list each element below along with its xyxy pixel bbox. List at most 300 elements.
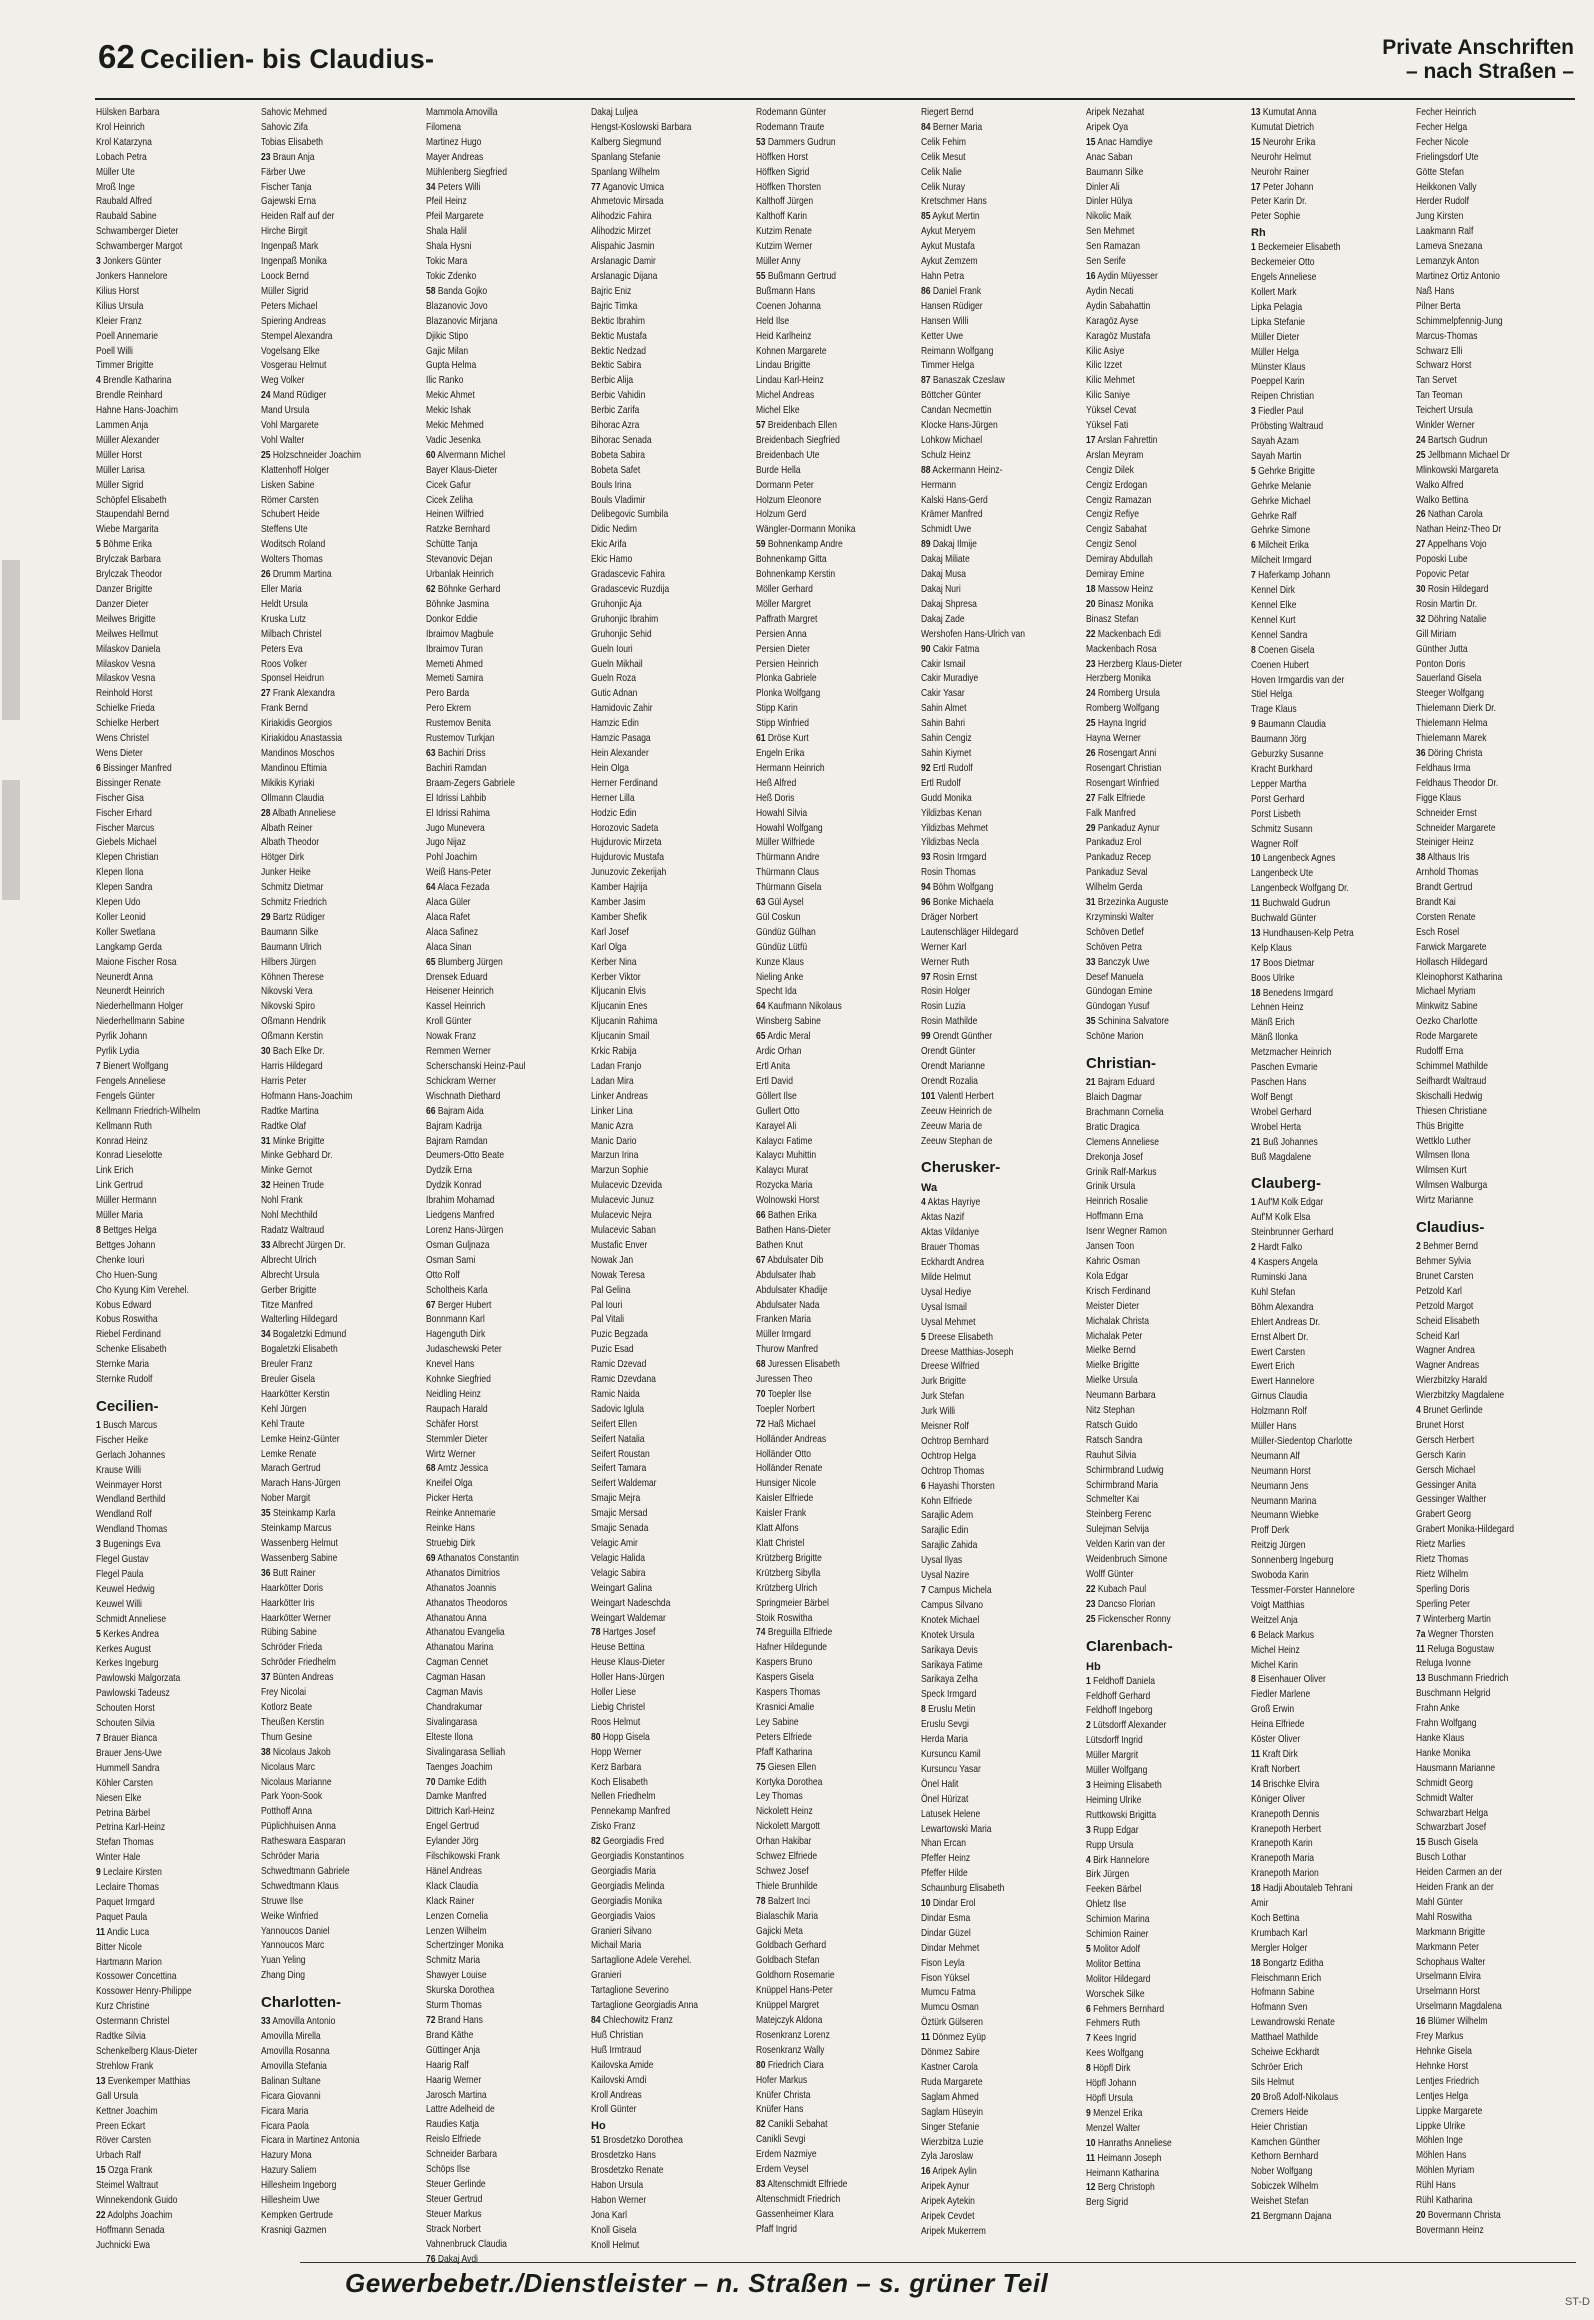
directory-entry xyxy=(261,583,423,598)
directory-entry xyxy=(261,732,423,747)
directory-entry xyxy=(756,1135,918,1150)
directory-entry xyxy=(261,494,423,509)
directory-entry xyxy=(1416,2075,1578,2090)
directory-entry xyxy=(591,1179,753,1194)
directory-entry xyxy=(756,1582,918,1597)
resident-name: Tobias Elisabeth xyxy=(261,136,324,148)
house-number: 4 xyxy=(1251,1257,1256,1269)
directory-entry xyxy=(1416,359,1578,374)
directory-entry xyxy=(591,1865,753,1880)
resident-name: Milcheit Erika xyxy=(1258,540,1309,552)
directory-entry xyxy=(1416,1315,1578,1330)
directory-entry xyxy=(591,1835,753,1850)
directory-entry xyxy=(1416,2105,1578,2120)
directory-entry xyxy=(921,985,1083,1000)
directory-entry xyxy=(921,1346,1083,1361)
resident-name: Bayer Klaus-Dieter xyxy=(426,464,498,476)
directory-entry xyxy=(591,1120,753,1135)
directory-entry xyxy=(96,1866,258,1881)
resident-name: Knüfer Hans xyxy=(756,2104,804,2116)
directory-entry xyxy=(96,687,258,702)
directory-entry xyxy=(1416,643,1578,658)
resident-name: Lattre Adelheid de xyxy=(426,2104,495,2116)
resident-name: Steuer Gerlinde xyxy=(426,2178,486,2190)
directory-entry xyxy=(1416,658,1578,673)
resident-name: Anac Saban xyxy=(1086,151,1133,163)
directory-entry xyxy=(1086,971,1248,986)
resident-name: Kunze Klaus xyxy=(756,956,804,968)
directory-entry xyxy=(1251,1196,1413,1211)
directory-entry xyxy=(756,1313,918,1328)
directory-entry xyxy=(96,2030,258,2045)
directory-entry xyxy=(921,419,1083,434)
resident-name: Berbic Alija xyxy=(591,375,634,387)
directory-entry xyxy=(756,807,918,822)
directory-entry xyxy=(591,1000,753,1015)
resident-name: Haarkötter Kerstin xyxy=(261,1388,330,1400)
directory-entry xyxy=(96,1762,258,1777)
directory-entry xyxy=(1251,435,1413,450)
resident-name: Hopp Gisela xyxy=(602,1731,650,1743)
house-number: 23 xyxy=(261,151,271,163)
directory-entry xyxy=(261,1358,423,1373)
resident-name: Sobiczek Wilhelm xyxy=(1251,2181,1319,2193)
directory-entry xyxy=(756,643,918,658)
resident-name: Milaskov Vesna xyxy=(96,658,156,670)
resident-name: Binasz Monika xyxy=(1097,598,1154,610)
resident-name: Breguilla Elfriede xyxy=(767,1627,833,1639)
resident-name: Memeti Samira xyxy=(426,673,484,685)
directory-entry xyxy=(96,1717,258,1732)
resident-name: Yannoucos Daniel xyxy=(261,1925,330,1937)
resident-name: Hirche Birgit xyxy=(261,226,308,238)
resident-name: Sahovic Mehmed xyxy=(261,107,327,118)
resident-name: Ohletz Ilse xyxy=(1086,1899,1127,1911)
resident-name: Peter Sophie xyxy=(1251,211,1301,223)
resident-name: Rosenkranz Wally xyxy=(756,2044,825,2056)
resident-name: Michael Myriam xyxy=(1416,986,1476,998)
directory-entry xyxy=(591,911,753,926)
directory-entry xyxy=(921,1748,1083,1763)
resident-name: Böhm Wolfgang xyxy=(932,882,994,894)
directory-entry xyxy=(1251,1569,1413,1584)
resident-name: Bouls Vladimir xyxy=(591,494,646,506)
resident-name: Rodemann Günter xyxy=(756,107,827,118)
resident-name: Ladan Franjo xyxy=(591,1061,642,1072)
directory-entry xyxy=(1251,554,1413,569)
directory-entry xyxy=(1251,2001,1413,2016)
directory-entry xyxy=(96,2120,258,2135)
resident-name: Kastner Carola xyxy=(921,2062,978,2073)
directory-entry xyxy=(921,1659,1083,1674)
resident-name: Gill Miriam xyxy=(1416,628,1457,640)
directory-entry xyxy=(96,2105,258,2120)
resident-name: Ratzke Bernhard xyxy=(426,524,490,536)
directory-entry xyxy=(921,613,1083,628)
resident-name: Milaskov Vesna xyxy=(96,673,156,685)
directory-entry xyxy=(1251,1629,1413,1644)
resident-name: Krumbach Karl xyxy=(1251,1927,1308,1939)
resident-name: Thurow Manfred xyxy=(756,1344,819,1356)
directory-entry xyxy=(1251,1495,1413,1510)
resident-name: Mahl Roswitha xyxy=(1416,1911,1472,1923)
resident-name: Smajic Mersad xyxy=(591,1508,648,1520)
directory-entry xyxy=(426,2178,588,2193)
resident-name: Cho Kyung Kim Verehel. xyxy=(96,1284,189,1296)
resident-name: Gruhonjic Sehid xyxy=(591,628,652,640)
directory-entry xyxy=(426,106,588,121)
directory-entry xyxy=(426,2014,588,2029)
directory-entry xyxy=(426,1299,588,1314)
directory-entry xyxy=(426,1939,588,1954)
directory-entry xyxy=(1086,389,1248,404)
directory-entry xyxy=(261,300,423,315)
directory-entry xyxy=(96,195,258,210)
directory-entry xyxy=(1086,2167,1248,2182)
directory-entry xyxy=(591,2014,753,2029)
resident-name: Radtke Martina xyxy=(261,1105,319,1117)
resident-name: Cengiz Senol xyxy=(1086,539,1137,551)
resident-name: Urbanlak Heinrich xyxy=(426,569,494,581)
directory-entry xyxy=(921,1090,1083,1105)
directory-entry xyxy=(261,285,423,300)
directory-entry xyxy=(261,1835,423,1850)
directory-entry xyxy=(261,1254,423,1269)
directory-entry xyxy=(1416,583,1578,598)
resident-name: Marcus-Thomas xyxy=(1416,330,1478,342)
resident-name: Karayel Ali xyxy=(756,1120,797,1132)
resident-name: Sartaglione Adele Verehel. xyxy=(591,1955,692,1967)
house-number: 61 xyxy=(756,733,766,745)
resident-name: Brandt Gertrud xyxy=(1416,882,1473,894)
resident-name: Celik Mesut xyxy=(921,151,966,163)
resident-name: Lindau Brigitte xyxy=(756,360,811,372)
resident-name: Köhnen Therese xyxy=(261,971,324,983)
resident-name: Krützberg Brigitte xyxy=(756,1552,822,1564)
resident-name: Krisch Ferdinand xyxy=(1086,1285,1151,1297)
resident-name: Neumann Alf xyxy=(1251,1450,1300,1462)
resident-name: Cagman Hasan xyxy=(426,1672,486,1684)
directory-entry xyxy=(426,330,588,345)
directory-entry xyxy=(426,1626,588,1641)
directory-entry xyxy=(756,1045,918,1060)
resident-name: Rosengart Anni xyxy=(1097,747,1157,759)
directory-entry xyxy=(426,1343,588,1358)
directory-entry xyxy=(591,747,753,762)
directory-entry xyxy=(591,598,753,613)
resident-name: Klattenhoff Holger xyxy=(261,464,330,476)
resident-name: Junuzovic Zekerijah xyxy=(591,867,667,879)
resident-name: Kamber Jasim xyxy=(591,897,646,909)
directory-entry xyxy=(1086,1195,1248,1210)
resident-name: Paquet Paula xyxy=(96,1911,148,1923)
resident-name: El Idrissi Lahbib xyxy=(426,792,487,804)
directory-entry xyxy=(1086,330,1248,345)
directory-entry xyxy=(921,1286,1083,1301)
resident-name: Sen Mehmet xyxy=(1086,226,1135,238)
resident-name: Reitzig Jürgen xyxy=(1251,1540,1306,1552)
directory-entry xyxy=(261,181,423,196)
resident-name: Hoffmann Erna xyxy=(1086,1211,1144,1223)
directory-entry xyxy=(426,434,588,449)
resident-name: Lentjes Friedrich xyxy=(1416,2075,1479,2087)
resident-name: Hofer Markus xyxy=(756,2074,808,2086)
directory-entry xyxy=(261,1015,423,1030)
resident-name: Kennel Kurt xyxy=(1251,614,1296,626)
resident-name: Lippke Ulrike xyxy=(1416,2120,1466,2132)
directory-entry xyxy=(426,1716,588,1731)
resident-name: Petzold Margot xyxy=(1416,1300,1474,1312)
resident-name: Hengst-Koslowski Barbara xyxy=(591,121,692,133)
directory-entry xyxy=(426,598,588,613)
directory-entry xyxy=(261,971,423,986)
resident-name: Alaca Fezada xyxy=(437,882,490,894)
resident-name: Kroll Andreas xyxy=(591,2089,642,2101)
directory-entry xyxy=(921,1450,1083,1465)
directory-entry xyxy=(96,285,258,300)
directory-entry xyxy=(426,240,588,255)
resident-name: Kassel Heinrich xyxy=(426,1001,486,1013)
resident-name: Brunet Horst xyxy=(1416,1419,1464,1431)
resident-name: Böhme Erika xyxy=(103,539,152,551)
directory-entry xyxy=(1086,1030,1248,1045)
resident-name: Sternke Rudolf xyxy=(96,1374,153,1386)
resident-name: Urbach Ralf xyxy=(96,2150,141,2162)
directory-entry xyxy=(426,1418,588,1433)
directory-entry xyxy=(261,1462,423,1477)
resident-name: Busch Marcus xyxy=(103,1419,158,1431)
directory-entry xyxy=(96,866,258,881)
directory-entry xyxy=(1086,702,1248,717)
directory-entry xyxy=(756,911,918,926)
directory-entry xyxy=(1251,1614,1413,1629)
directory-entry xyxy=(756,1194,918,1209)
directory-entry xyxy=(1086,2077,1248,2092)
house-number: 62 xyxy=(426,584,436,595)
directory-entry xyxy=(921,1688,1083,1703)
directory-entry xyxy=(261,1075,423,1090)
resident-name: Rosin Mathilde xyxy=(921,1016,978,1028)
directory-entry xyxy=(426,1030,588,1045)
resident-name: Eller Maria xyxy=(261,584,302,595)
house-number: 10 xyxy=(921,1898,931,1910)
directory-entry xyxy=(426,195,588,210)
directory-entry xyxy=(921,792,1083,807)
resident-name: Kiriakidis Georgios xyxy=(261,718,333,730)
resident-name: Gersch Herbert xyxy=(1416,1434,1475,1446)
resident-name: Schouten Silvia xyxy=(96,1718,155,1730)
resident-name: Lemke Renate xyxy=(261,1448,317,1460)
resident-name: Ertl David xyxy=(756,1075,793,1087)
directory-entry xyxy=(756,479,918,494)
resident-name: Knüfer Christa xyxy=(756,2089,811,2101)
resident-name: Brandt Kai xyxy=(1416,897,1456,909)
resident-name: Reipen Christian xyxy=(1251,391,1314,403)
house-number: 92 xyxy=(921,762,931,774)
house-number: 57 xyxy=(756,420,766,432)
directory-entry xyxy=(1251,912,1413,927)
resident-name: Heid Karlheinz xyxy=(756,330,812,342)
directory-entry xyxy=(1251,897,1413,912)
resident-name: Minke Gebhard Dr. xyxy=(261,1150,333,1162)
directory-entry xyxy=(921,330,1083,345)
directory-entry xyxy=(591,210,753,225)
directory-entry xyxy=(1086,2047,1248,2062)
directory-entry xyxy=(921,166,1083,181)
directory-entry xyxy=(1416,1672,1578,1687)
directory-entry xyxy=(756,2014,918,2029)
resident-name: Schwarz Elli xyxy=(1416,345,1463,357)
resident-name: Falk Elfriede xyxy=(1097,792,1146,804)
resident-name: Matthael Mathilde xyxy=(1251,2032,1319,2044)
directory-entry xyxy=(96,2224,258,2239)
directory-entry xyxy=(756,1671,918,1686)
directory-entry xyxy=(426,2029,588,2044)
house-number: 8 xyxy=(1086,2063,1091,2075)
directory-entry xyxy=(1086,1598,1248,1613)
directory-entry xyxy=(1086,1583,1248,1598)
resident-name: Mekic Ishak xyxy=(426,405,471,417)
directory-entry xyxy=(426,1522,588,1537)
directory-entry xyxy=(261,1671,423,1686)
directory-entry xyxy=(1086,1464,1248,1479)
section-title-line2: – nach Straßen – xyxy=(1405,60,1574,83)
resident-name: Kilic Izzet xyxy=(1086,360,1122,372)
directory-entry xyxy=(96,2209,258,2224)
house-number: 22 xyxy=(1086,628,1096,640)
directory-entry xyxy=(426,1209,588,1224)
resident-name: Dinler Hülya xyxy=(1086,196,1133,208)
directory-entry xyxy=(426,1120,588,1135)
resident-name: Hagenguth Dirk xyxy=(426,1329,486,1341)
directory-entry xyxy=(756,1746,918,1761)
directory-entry xyxy=(261,1865,423,1880)
resident-name: Athanatou Evangelia xyxy=(426,1627,505,1639)
directory-entry xyxy=(426,1612,588,1627)
directory-entry xyxy=(591,1284,753,1299)
resident-name: Berner Maria xyxy=(932,121,983,133)
directory-entry xyxy=(921,702,1083,717)
resident-name: Heldt Ursula xyxy=(261,598,308,610)
resident-name: Dammers Gudrun xyxy=(767,136,836,148)
directory-entry xyxy=(921,1120,1083,1135)
house-number: 28 xyxy=(261,807,271,819)
directory-entry xyxy=(426,702,588,717)
directory-entry xyxy=(1251,271,1413,286)
resident-name: Spanlang Stefanie xyxy=(591,151,661,163)
resident-name: Mielke Ursula xyxy=(1086,1375,1138,1387)
resident-name: Dakaj Zade xyxy=(921,613,965,625)
resident-name: Böttcher Günter xyxy=(921,390,982,402)
resident-name: Velagic Amir xyxy=(591,1538,638,1549)
resident-name: Aykut Mustafa xyxy=(921,241,975,253)
resident-name: Nohl Mechthild xyxy=(261,1210,318,1222)
resident-name: Hanke Klaus xyxy=(1416,1732,1465,1744)
directory-entry xyxy=(1416,1538,1578,1553)
resident-name: Nikovski Spiro xyxy=(261,1001,315,1013)
directory-entry xyxy=(756,851,918,866)
resident-name: Schimion Rainer xyxy=(1086,1929,1149,1941)
directory-entry xyxy=(261,374,423,389)
resident-name: Krasniqi Gazmen xyxy=(261,2224,327,2236)
house-number: 94 xyxy=(921,882,931,894)
resident-name: Heiden Carmen an der xyxy=(1416,1867,1503,1879)
directory-entry xyxy=(1251,2061,1413,2076)
directory-entry xyxy=(921,1331,1083,1346)
resident-name: Lenzen Wilhelm xyxy=(426,1925,487,1937)
directory-entry xyxy=(426,1224,588,1239)
directory-entry xyxy=(96,2194,258,2209)
resident-name: Gül Aysel xyxy=(767,897,804,909)
house-number: 60 xyxy=(426,449,436,461)
resident-name: Urselmann Horst xyxy=(1416,1986,1480,1998)
directory-entry xyxy=(756,315,918,330)
resident-name: Broß Adolf-Nikolaus xyxy=(1262,2091,1339,2103)
directory-entry xyxy=(921,1673,1083,1688)
page-title: Cecilien- bis Claudius- xyxy=(140,44,435,74)
resident-name: Schirmbrand Ludwig xyxy=(1086,1464,1164,1476)
directory-entry xyxy=(756,389,918,404)
resident-name: Bohnenkamp Gitta xyxy=(756,554,827,566)
resident-name: Hayna Werner xyxy=(1086,733,1141,745)
directory-entry xyxy=(261,389,423,404)
resident-name: Thielemann Helma xyxy=(1416,718,1488,730)
directory-entry xyxy=(261,1373,423,1388)
directory-entry xyxy=(591,1358,753,1373)
directory-entry xyxy=(1251,524,1413,539)
directory-entry xyxy=(1086,1479,1248,1494)
resident-name: Radtke Silvia xyxy=(96,2031,146,2043)
resident-name: Hillesheim Uwe xyxy=(261,2195,320,2207)
resident-name: Harris Peter xyxy=(261,1075,307,1087)
directory-entry xyxy=(1416,508,1578,523)
resident-name: Kerz Barbara xyxy=(591,1761,642,1773)
directory-entry xyxy=(1251,688,1413,703)
resident-name: Müller Margrit xyxy=(1086,1750,1139,1762)
resident-name: Plonka Gabriele xyxy=(756,673,817,685)
directory-entry xyxy=(1086,658,1248,673)
directory-entry xyxy=(426,1149,588,1164)
directory-entry xyxy=(261,106,423,121)
resident-name: Sadovic Iglula xyxy=(591,1403,645,1415)
resident-name: Nober Wolfgang xyxy=(1251,2166,1313,2178)
house-number: 3 xyxy=(96,1539,101,1551)
directory-entry xyxy=(756,1939,918,1954)
resident-name: Braun Anja xyxy=(272,151,315,163)
directory-entry xyxy=(261,807,423,822)
resident-name: Langenbeck Wolfgang Dr. xyxy=(1251,883,1349,895)
directory-entry xyxy=(591,2179,753,2194)
house-number: 83 xyxy=(756,2178,766,2190)
directory-entry xyxy=(96,121,258,136)
directory-entry xyxy=(1251,703,1413,718)
resident-name: Mikikis Kyriaki xyxy=(261,777,315,789)
resident-name: Sahin Bahri xyxy=(921,718,966,730)
directory-entry xyxy=(96,2090,258,2105)
resident-name: Pröbsting Waltraud xyxy=(1251,421,1324,433)
resident-name: Mulacevic Nejra xyxy=(591,1210,652,1222)
directory-entry xyxy=(261,434,423,449)
house-number: 14 xyxy=(1251,1778,1261,1790)
resident-name: Schöven Petra xyxy=(1086,941,1142,953)
resident-name: Gueln Roza xyxy=(591,673,636,685)
directory-entry xyxy=(426,389,588,404)
resident-name: Remmen Werner xyxy=(426,1046,491,1058)
resident-name: Banaszak Czeslaw xyxy=(932,375,1005,387)
directory-entry xyxy=(921,568,1083,583)
resident-name: Rietz Wilhelm xyxy=(1416,1569,1469,1580)
directory-entry xyxy=(921,1852,1083,1867)
